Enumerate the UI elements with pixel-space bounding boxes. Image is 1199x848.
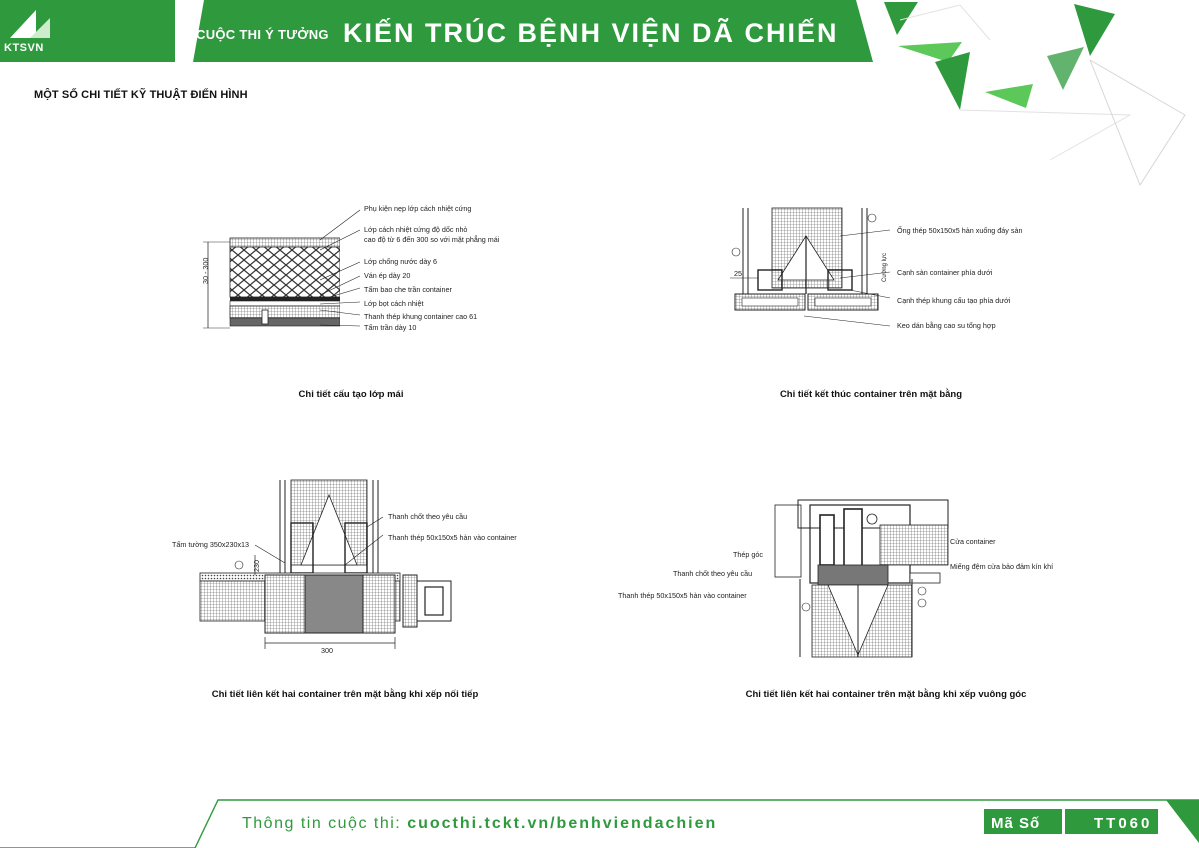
serial-dimension-width: 300 bbox=[321, 646, 333, 655]
triangle-decoration-4 bbox=[985, 84, 1033, 108]
roof-label-2: Lớp cách nhiệt cứng độ dốc nhỏ bbox=[364, 225, 468, 234]
end-caption: Chi tiết kết thúc container trên mặt bằng bbox=[779, 389, 963, 400]
banner-title: KIẾN TRÚC BỆNH VIỆN DÃ CHIẾN bbox=[343, 18, 839, 48]
code-label: Mã Số bbox=[991, 815, 1041, 832]
serial-detail-drawing bbox=[195, 475, 455, 660]
code-value: TT060 bbox=[1094, 815, 1153, 832]
end-label-3: Cạnh thép khung cấu tạo phía dưới bbox=[897, 296, 1011, 305]
roof-label-6: Tấm bao che trần container bbox=[364, 285, 452, 294]
footer-info-label: Thông tin cuộc thi: bbox=[242, 815, 402, 832]
magazine-url: www.tapchikientruc.com.vn bbox=[81, 42, 149, 48]
roof-dimension: 30 - 300 bbox=[201, 257, 210, 284]
serial-label-1: Thanh chốt theo yêu cầu bbox=[388, 512, 468, 521]
footer-accent-triangle bbox=[1166, 800, 1199, 843]
banner-lead: CUỘC THI Ý TƯỞNG bbox=[196, 27, 329, 42]
perp-label-door: Cửa container bbox=[950, 537, 996, 546]
section-title: MỘT SỐ CHI TIẾT KỸ THUẬT ĐIỂN HÌNH bbox=[34, 89, 248, 101]
end-label-1: Ống thép 50x150x5 hàn xuống đáy sàn bbox=[897, 226, 1023, 235]
serial-label-3: Thanh thép 50x150x5 hàn vào container bbox=[388, 533, 517, 542]
end-label-2: Cạnh sàn container phía dưới bbox=[897, 268, 993, 277]
perp-label-steel: Thanh thép 50x150x5 hàn vào container bbox=[618, 591, 747, 600]
ktsvn-logo-icon bbox=[0, 0, 62, 42]
end-wall-tag: Cường lực bbox=[882, 253, 888, 282]
roof-label-7: Lớp bọt cách nhiệt bbox=[364, 299, 424, 308]
roof-label-5: Ván ép dày 20 bbox=[364, 271, 411, 280]
roof-leader-lines bbox=[320, 200, 370, 340]
perp-label-gasket: Miếng đệm cửa bảo đảm kín khí bbox=[950, 562, 1054, 571]
triangle-decoration-6 bbox=[1047, 47, 1084, 90]
contest-url-link[interactable]: cuocthi.tckt.vn/benhviendachien bbox=[407, 815, 718, 832]
perp-label-angle: Thép góc bbox=[733, 550, 763, 559]
perp-label-pin: Thanh chốt theo yêu cầu bbox=[673, 569, 753, 578]
roof-label-8: Thanh thép khung container cao 61 bbox=[364, 312, 478, 321]
end-dimension: 25 bbox=[734, 269, 742, 278]
perpendicular-detail-drawing bbox=[770, 495, 955, 660]
serial-label-2: Tấm tường 350x230x13 bbox=[172, 540, 250, 549]
roof-label-3: cao độ từ 6 đến 300 so với mặt phẳng mái bbox=[364, 235, 500, 244]
end-detail-drawing bbox=[700, 200, 900, 335]
serial-caption: Chi tiết liên kết hai container trên mặt bằng khi xếp nối tiếp bbox=[211, 689, 479, 700]
footer-info bbox=[242, 815, 717, 833]
roof-label-4: Lớp chống nước dày 6 bbox=[364, 257, 437, 266]
serial-dimension-height: 230 bbox=[252, 560, 261, 572]
roof-label-1: Phụ kiện nẹp lớp cách nhiệt cứng bbox=[364, 204, 472, 213]
end-label-4: Keo dán bằng cao su tổng hợp bbox=[897, 321, 996, 330]
roof-label-9: Tấm trần dày 10 bbox=[364, 323, 417, 332]
roof-caption: Chi tiết cấu tạo lớp mái bbox=[298, 389, 404, 400]
logo-text: KTSVN bbox=[4, 42, 44, 54]
magazine-small-label: TẠP CHÍ bbox=[80, 9, 113, 18]
triangle-decoration-1 bbox=[884, 2, 918, 35]
magazine-logo: KIẾN TRÚC bbox=[80, 18, 170, 37]
perpendicular-caption: Chi tiết liên kết hai container trên mặt bằng khi xếp vuông góc bbox=[745, 689, 1027, 700]
triangle-decoration-5 bbox=[935, 52, 970, 110]
